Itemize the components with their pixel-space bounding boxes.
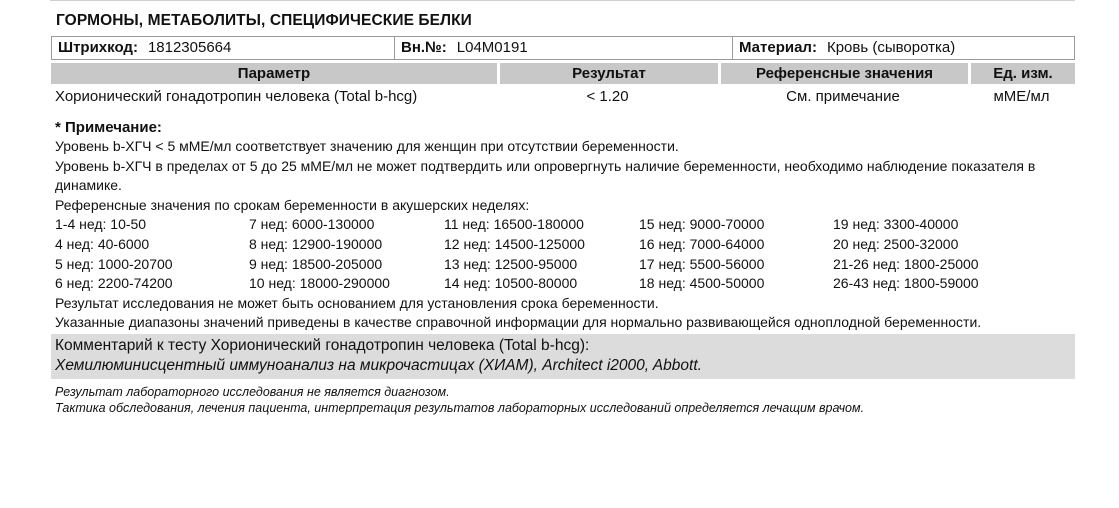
top-divider xyxy=(50,0,1075,1)
note-line-4: Указанные диапазоны значений приведены в качестве справочной информации для нормально развивающейся одноплодной беременности. xyxy=(55,314,982,331)
ref-value: 15 нед: 9000-70000 xyxy=(639,216,765,233)
ref-value: 10 нед: 18000-290000 xyxy=(249,275,390,292)
ref-value: 12 нед: 14500-125000 xyxy=(444,235,585,252)
note-line-1: Уровень b-ХГЧ < 5 мМЕ/мл соответствует значению для женщин при отсутствии беременности. xyxy=(55,138,679,154)
results-table-header xyxy=(51,63,1075,84)
test-comment-box xyxy=(51,334,1075,379)
header-unit: Ед. изм. xyxy=(968,63,1075,84)
ref-value: 5 нед: 1000-20700 xyxy=(55,255,173,272)
disclaimer-line-1: Результат лабораторного исследования не является диагнозом. xyxy=(55,385,450,399)
row-parameter: Хорионический гонадотропин человека (Total b-hcg) xyxy=(55,88,418,105)
ref-value: 18 нед: 4500-50000 xyxy=(639,275,765,292)
ref-value: 20 нед: 2500-32000 xyxy=(833,235,959,252)
material-label: Материал: xyxy=(739,39,817,56)
row-result: < 1.20 xyxy=(586,88,629,105)
reference-intro: Референсные значения по срокам беременности в акушерских неделях: xyxy=(55,196,530,213)
ref-value: 4 нед: 40-6000 xyxy=(55,235,150,252)
header-parameter: Параметр xyxy=(237,65,311,82)
material-cell xyxy=(733,36,1075,60)
ref-value: 21-26 нед: 1800-25000 xyxy=(833,255,979,272)
table-row xyxy=(51,86,1075,108)
header-reference: Референсные значения xyxy=(718,63,968,84)
material-value: Кровь (сыворотка) xyxy=(826,39,956,56)
ref-value: 7 нед: 6000-130000 xyxy=(249,216,375,233)
ref-value: 19 нед: 3300-40000 xyxy=(833,216,959,233)
note-line-2: Уровень b-ХГЧ в пределах от 5 до 25 мМЕ/мл не может подтвердить или опровергнуть наличие беременности, необходимо наблюдение показателя в динамике. xyxy=(55,157,1036,194)
internal-number-cell xyxy=(395,36,733,60)
notes-title: * Примечание: xyxy=(55,119,162,136)
comment-title: Комментарий к тесту Хорионический гонадотропин человека (Total b-hcg): xyxy=(55,337,590,354)
barcode-cell xyxy=(51,36,395,60)
ref-value: 9 нед: 18500-205000 xyxy=(249,255,383,272)
internal-number-label: Вн.№: xyxy=(401,39,447,56)
barcode-value: 1812305664 xyxy=(147,39,232,56)
internal-number-value: L04M0191 xyxy=(456,39,528,56)
barcode-label: Штрихкод: xyxy=(58,39,138,56)
comment-method: Хемилюминисцентный иммуноанализ на микрочастицах (ХИАМ), Architect i2000, Abbott. xyxy=(55,357,702,374)
header-result: Результат xyxy=(497,63,718,84)
ref-value: 13 нед: 12500-95000 xyxy=(444,255,578,272)
sample-info-row xyxy=(51,36,1075,60)
row-reference: См. примечание xyxy=(786,88,900,105)
note-line-3: Результат исследования не может быть основанием для установления срока беременности. xyxy=(55,294,659,311)
ref-value: 8 нед: 12900-190000 xyxy=(249,235,383,252)
row-unit: мМЕ/мл xyxy=(993,88,1050,105)
ref-value: 14 нед: 10500-80000 xyxy=(444,275,578,292)
ref-value: 6 нед: 2200-74200 xyxy=(55,275,173,292)
reference-grid xyxy=(55,215,1075,293)
ref-value: 11 нед: 16500-180000 xyxy=(444,216,584,233)
notes-section xyxy=(55,118,1075,333)
ref-value: 26-43 нед: 1800-59000 xyxy=(833,275,979,292)
disclaimer xyxy=(55,384,864,416)
disclaimer-line-2: Тактика обследования, лечения пациента, интерпретация результатов лабораторных исследований определяется лечащим врачом. xyxy=(55,401,865,415)
ref-value: 16 нед: 7000-64000 xyxy=(639,235,765,252)
ref-value: 1-4 нед: 10-50 xyxy=(55,216,147,233)
ref-value: 17 нед: 5500-56000 xyxy=(639,255,765,272)
section-title: ГОРМОНЫ, МЕТАБОЛИТЫ, СПЕЦИФИЧЕСКИЕ БЕЛКИ xyxy=(56,12,472,29)
